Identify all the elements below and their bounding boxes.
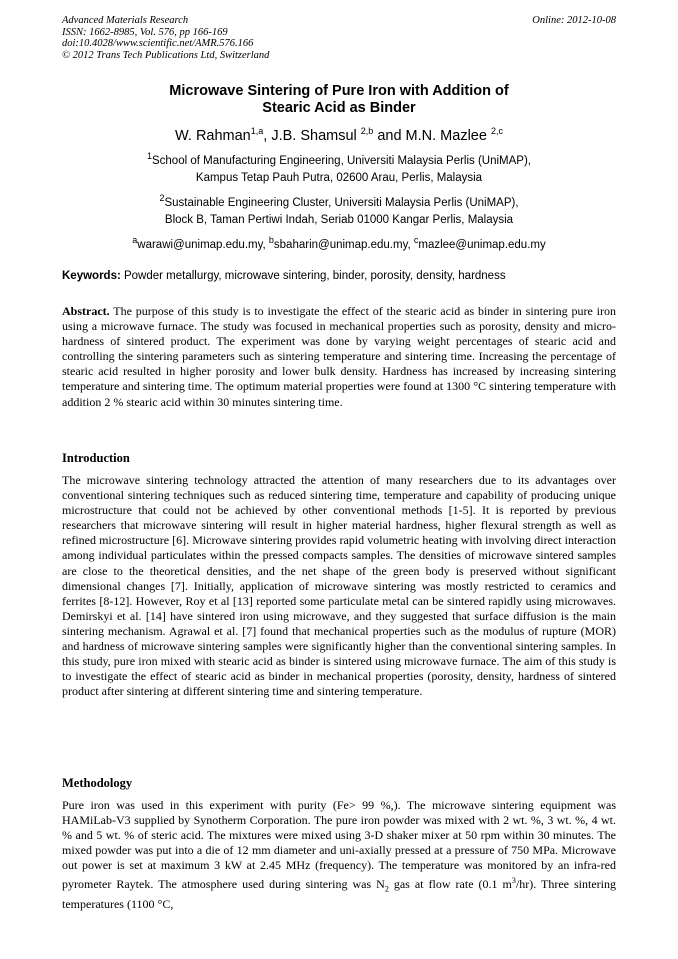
- subscript: 2: [384, 884, 389, 894]
- affiliation-mark: 1: [146, 151, 152, 161]
- author-name: M.N. Mazlee: [405, 127, 487, 144]
- author-affiliation-mark: 1,a: [250, 126, 264, 136]
- author-affiliation-mark: 2,b: [360, 126, 374, 136]
- methodology-text: /hr). Three sintering temperatures (1100 °C,: [62, 877, 617, 911]
- title-line-1: Microwave Sintering of Pure Iron with Addition of: [169, 83, 509, 99]
- journal-header: [62, 15, 616, 61]
- author-name: W. Rahman: [175, 127, 251, 144]
- superscript: 3: [511, 876, 516, 886]
- abstract-label: Abstract.: [62, 304, 110, 318]
- email-mark: b: [268, 235, 274, 245]
- journal-name: Advanced Materials Research: [62, 15, 189, 26]
- issn-line: ISSN: 1662-8985, Vol. 576, pp 166-169: [62, 26, 228, 38]
- email-address: warawi@unimap.edu.my,: [137, 238, 269, 251]
- methodology-text: gas at flow rate (0.1 m: [388, 877, 512, 892]
- introduction-heading: Introduction: [62, 451, 130, 465]
- online-date: Online: 2012-10-08: [532, 15, 616, 26]
- methodology-paragraph: [62, 798, 616, 912]
- affiliation-2-line-1: [62, 191, 616, 210]
- abstract-paragraph: [62, 304, 616, 410]
- email-mark: a: [132, 235, 138, 245]
- email-address: sbaharin@unimap.edu.my,: [273, 238, 414, 251]
- paper-title: [62, 83, 616, 117]
- affiliation-2-line-2: Block B, Taman Pertiwi Indah, Seriab 01000 Kangar Perlis, Malaysia: [164, 214, 514, 226]
- keywords-label: Keywords:: [62, 270, 121, 282]
- affiliation-text: Sustainable Engineering Cluster, Universiti Malaysia Perlis (UniMAP),: [164, 196, 519, 209]
- email-line: [62, 233, 616, 252]
- affiliation-1-line-1: [62, 149, 616, 168]
- email-address: mazlee@unimap.edu.my: [418, 238, 546, 251]
- copyright-line: © 2012 Trans Tech Publications Ltd, Switzerland: [62, 49, 270, 61]
- keywords-text: Powder metallurgy, microwave sintering, binder, porosity, density, hardness: [120, 270, 506, 282]
- introduction-paragraph: The microwave sintering technology attracted the attention of many researchers due to its advantages over conventional sintering techniques such as reduced sintering time, temperature and capability of producing unique microstructure that could not be achieved by other conventional methods [1-5]. It is reported by previous researchers that microwave sintering will result in higher material hardness, higher flexural strength as well as refined microstructure [6]. Microwave sintering provides rapid volumetric heating with involving direct interaction among individual particulates within the pressed compacts samples. The densities of microwave sintered samples are close to the theoretical densities, and the net shape of the green body is preserved without significant dimensional changes [7]. Initially, application of microwave sintering was mostly restricted to ceramics and ferrites [8-12]. However, Roy et al [13] reported some particulate metal can be sintered rapidly using microwaves. Demirskyi et al. [14] have sintered iron using microwave, and they suggested that surface diffusion is the main sintering mechanism. Agrawal et al. [7] found that mechanical properties such as the modulus of rupture (MOR) and hardness of microwave sintering samples were significantly higher than the conventional sintering samples. In this study, pure iron mixed with stearic acid as binder is sintered using microwave furnace. The aim of this study is to investigate the effect of stearic acid as binder in mechanical properties (porosity, density, hardness of sintered product after sintering at different sintering time and sintering temperature.: [62, 473, 616, 699]
- email-mark: c: [413, 235, 419, 245]
- methodology-heading: Methodology: [62, 776, 133, 790]
- abstract-text: The purpose of this study is to investigate the effect of the stearic acid as binder in sintering pure iron using a microwave furnace. The study was focused in mechanical properties such as porosity, density and micro-hardness of sintered product. The experiment was done by varying weight percentages of stearic acid and controlling the sintering parameters such as sintering temperature and sintering time. Increasing the percentage of stearic acid resulted in higher porosity and lower bulk density. Hardness has increased by increasing sintering temperature and sintering time. The optimum material properties were found at 1300 °C sintering temperature with addition 2 % stearic acid within 30 minutes sintering time.: [62, 304, 616, 409]
- methodology-text: Pure iron was used in this experiment with purity (Fe> 99 %,). The microwave sintering equipment was HAMiLab-V3 supplied by Synotherm Corporation. The pure iron powder was mixed with 2 wt. %, 3 wt. %, 4 wt. % and 5 wt. % of steric acid. The mixtures were mixed using 3-D shaker mixer at 50 rpm within 30 minutes. The mixed powder was put into a die of 12 mm diameter and uni-axially pressed at a pressure of 750 MPa. Microwave out power is set at maximum 3 kW at 2.45 MHz (frequency). The temperature was monitored by an infra-red pyrometer Raytek. The atmosphere used during sintering was N: [62, 798, 616, 892]
- title-line-2: Stearic Acid as Binder: [262, 100, 416, 116]
- author-affiliation-mark: 2,c: [490, 126, 503, 136]
- affiliation-mark: 2: [159, 193, 165, 203]
- keywords: [62, 269, 616, 283]
- affiliation-1-line-2: Kampus Tetap Pauh Putra, 02600 Arau, Perlis, Malaysia: [195, 172, 483, 184]
- author-list: W. Rahman$^{1,a}$, J.B. Shamsul $^{2,b}$ and M.N. Mazlee $^{2,c}$: [175, 126, 503, 144]
- author-name: J.B. Shamsul: [271, 127, 357, 144]
- doi-line: doi:10.4028/www.scientific.net/AMR.576.166: [62, 38, 254, 49]
- affiliation-text: School of Manufacturing Engineering, Universiti Malaysia Perlis (UniMAP),: [151, 154, 532, 167]
